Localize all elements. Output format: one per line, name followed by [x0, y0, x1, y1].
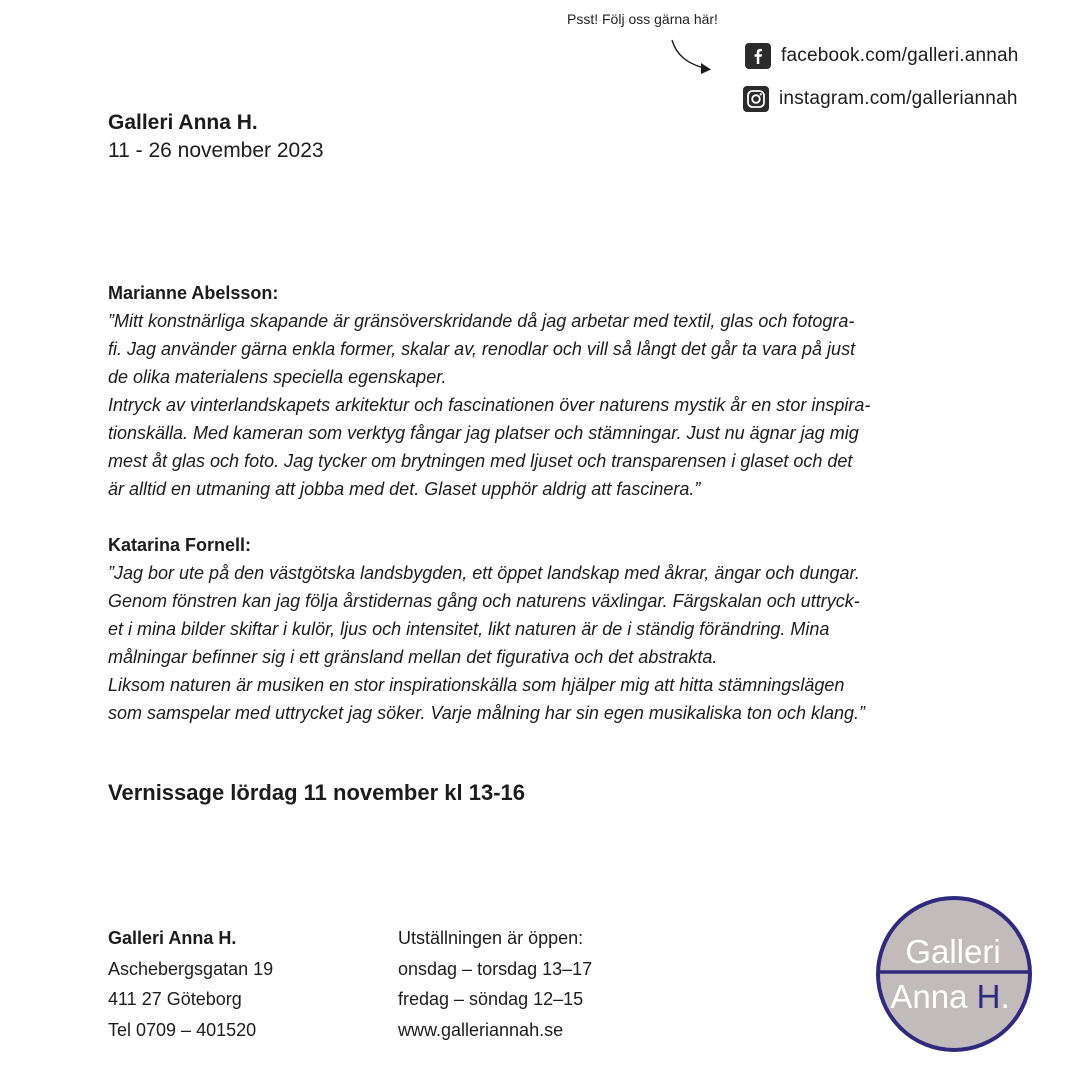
artist-statement-line: fi. Jag använder gärna enkla former, skalar av, renodlar och vill så långt det går ta vara på just: [108, 339, 856, 359]
instagram-icon: [743, 86, 769, 112]
logo-line1: Galleri: [905, 933, 1001, 970]
arrow-icon: [668, 36, 716, 76]
artist-statement-line: Genom fönstren kan jag följa årstidernas gång och naturens växlingar. Färgskalan och uttryck-: [108, 591, 860, 611]
artist-statement-line: Liksom naturen är musiken en stor inspirationskälla som hjälper mig att hitta stämningslägen: [108, 675, 845, 695]
contact-street: Aschebergsgatan 19: [108, 958, 274, 979]
artist-statement-line: de olika materialens speciella egenskaper.: [108, 367, 447, 387]
contact-phone: Tel 0709 – 401520: [108, 1019, 257, 1040]
contact-city: 411 27 Göteborg: [108, 989, 242, 1009]
exhibition-dates: 11 - 26 november 2023: [108, 139, 324, 162]
artist-statement-line: Intryck av vinterlandskapets arkitektur och fascinationen över naturens mystik år en stor inspira-: [108, 395, 871, 415]
artist-statement-line: som samspelar med uttrycket jag söker. Varje målning har sin egen musikaliska ton och klang.”: [108, 703, 866, 723]
follow-us-callout: Psst! Följ oss gärna här!: [567, 11, 718, 27]
gallery-title: Galleri Anna H.: [108, 111, 258, 134]
contact-name: Galleri Anna H.: [108, 928, 237, 948]
opening-hours-heading: Utställningen är öppen:: [398, 928, 584, 948]
artist-statement-line: et i mina bilder skiftar i kulör, ljus och intensitet, likt naturen är de i ständig förändring. Mina: [108, 619, 830, 639]
website-link[interactable]: www.galleriannah.se: [398, 1019, 564, 1040]
logo-initial: H: [976, 978, 1001, 1015]
opening-hours-weekend: fredag – söndag 12–15: [398, 989, 584, 1009]
contact-block: [108, 923, 273, 1045]
gallery-logo: [875, 895, 1033, 1053]
opening-hours-weekdays: onsdag – torsdag 13–17: [398, 958, 593, 979]
vernissage-heading: Vernissage lördag 11 november kl 13-16: [108, 780, 525, 805]
artist-section: [108, 531, 988, 727]
artist-statement-line: ”Mitt konstnärliga skapande är gränsöverskridande då jag arbetar med textil, glas och fotogra-: [108, 311, 855, 331]
logo-line2: Anna: [890, 978, 968, 1015]
logo-line2-group: [890, 978, 1009, 1015]
instagram-link[interactable]: [743, 86, 1018, 112]
artist-section: [108, 279, 988, 503]
artist-statement-line: är alltid en utmaning att jobba med det. Glaset upphör aldrig att fascinera.”: [108, 479, 701, 499]
artist-name: Katarina Fornell:: [108, 535, 252, 555]
artist-statement-line: mest åt glas och foto. Jag tycker om brytningen med ljuset och transparensen i glaset och det: [108, 451, 853, 471]
artist-statement-line: målningar befinner sig i ett gränsland mellan det figurativa och det abstrakta.: [108, 647, 718, 667]
instagram-url: instagram.com/galleriannah: [779, 88, 1018, 109]
artist-statement-line: tionskälla. Med kameran som verktyg fångar jag platser och stämningar. Just nu ägnar jag mig: [108, 423, 859, 443]
artist-statement-line: ”Jag bor ute på den västgötska landsbygden, ett öppet landskap med åkrar, ängar och dungar.: [108, 563, 860, 583]
opening-hours-block: [398, 923, 592, 1045]
facebook-link[interactable]: [745, 43, 1019, 69]
artist-name: Marianne Abelsson:: [108, 283, 279, 303]
facebook-icon: [745, 43, 771, 69]
facebook-url: facebook.com/galleri.annah: [781, 45, 1019, 66]
logo-dot: .: [1000, 978, 1010, 1015]
